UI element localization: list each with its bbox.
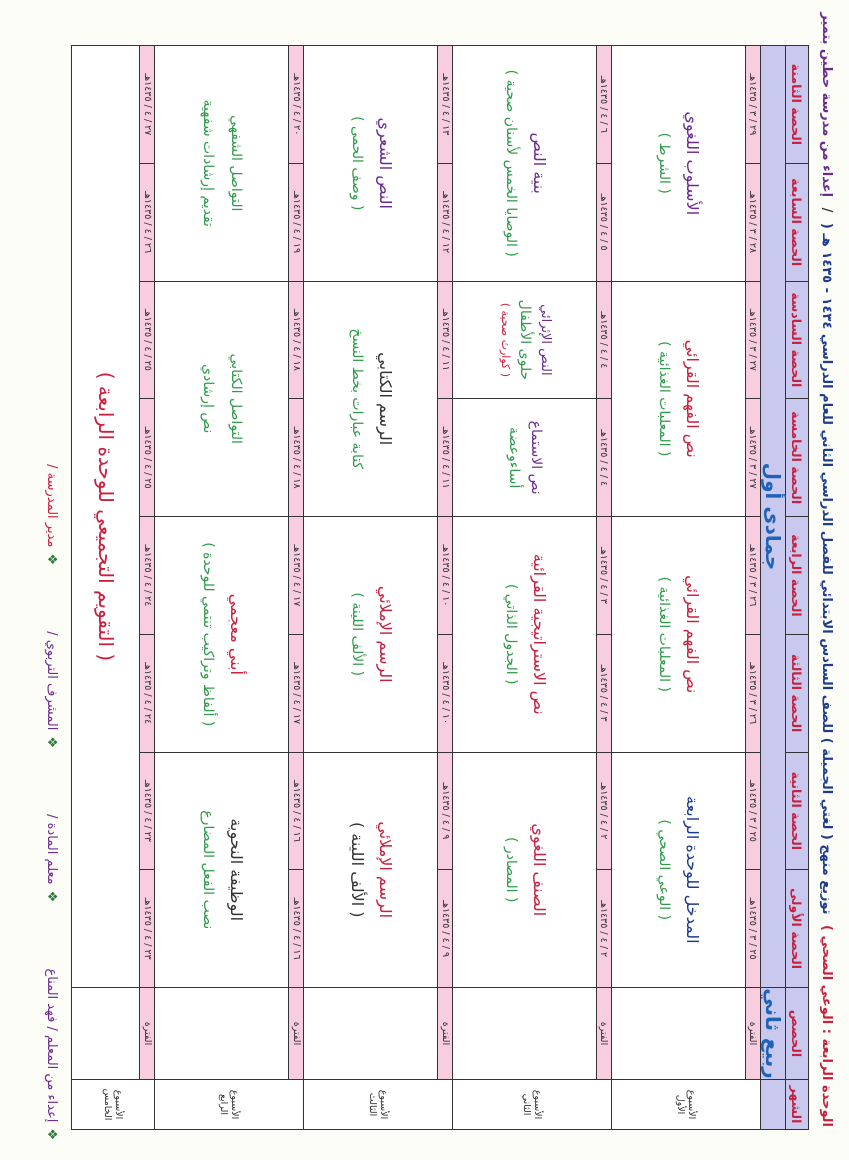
date-cell: ١٦ / ٤ / ١٤٣٥هـ: [289, 752, 304, 870]
header-month: الشهر: [786, 1080, 809, 1130]
date-cell: ٢٠ / ٤ / ١٤٣٥هـ: [289, 46, 304, 164]
date-cell: ٦ / ٤ / ١٤٣٥هـ: [596, 46, 611, 164]
date-cell: ١٠ / ٤ / ١٤٣٥هـ: [438, 634, 453, 752]
signatures-footer: [35, 60, 59, 1140]
date-cell: ١٨ / ٤ / ١٤٣٥هـ: [289, 399, 304, 517]
month-row: [761, 46, 786, 1130]
title-school: إعداء من مدرسة حطين بتمير: [819, 12, 834, 198]
date-cell: ٢٣ / ٤ / ١٤٣٥هـ: [140, 752, 155, 870]
header-session-7: الحصة السابعة: [786, 163, 809, 281]
footer-star: ❖: [44, 1128, 59, 1140]
lesson-subtitle: حلوى الأطفال: [516, 299, 533, 381]
footer-prepared-text: إعداء من المعلم / فهد المناع: [44, 968, 59, 1123]
content-row-week-5: [72, 46, 140, 1130]
schedule-table: [71, 45, 809, 1130]
lesson-title: التواصل الكتابي: [227, 353, 244, 444]
date-row-week-5: [140, 46, 155, 1130]
lesson-cell: [453, 399, 597, 517]
lesson-title: الأسلوب اللغوي: [683, 111, 703, 216]
week-2-name: الأسبوع الثاني: [521, 1089, 544, 1120]
lesson-title: الصنف اللغوي: [529, 823, 549, 917]
date-cell: ٢٤ / ٤ / ١٤٣٥هـ: [140, 517, 155, 635]
lesson-subtitle: تقديم إرشادات شفهية: [199, 99, 216, 227]
lesson-title: الرسم الإملائي: [375, 585, 395, 683]
footer-star: ❖: [44, 553, 59, 566]
lesson-cell: [453, 752, 597, 988]
lesson-subtitle: ( الوعي الصحي ): [656, 819, 673, 921]
lesson-cell: [155, 281, 289, 517]
date-cell: ٢٥ / ٣ / ١٤٣٥هـ: [746, 752, 761, 870]
date-cell: ٢٦ / ٤ / ١٤٣٥هـ: [140, 163, 155, 281]
date-row-week-4: [289, 46, 304, 1130]
lesson-subtitle: أساءوعضة: [505, 427, 522, 489]
lesson-cell: [611, 752, 745, 988]
lesson-title: نص الفهم القرائي: [683, 339, 703, 458]
date-cell: ٢ / ٤ / ١٤٣٥هـ: [596, 752, 611, 870]
week-4-name: الأسبوع الرابع: [218, 1089, 241, 1120]
periods-spacer: [453, 988, 597, 1080]
date-cell: ٣ / ٤ / ١٤٣٥هـ: [596, 634, 611, 752]
week-1-name: الأسبوع الأول: [674, 1089, 697, 1120]
date-cell: ١٣ / ٤ / ١٤٣٥هـ: [438, 46, 453, 164]
lesson-cell: [304, 281, 438, 517]
date-cell: ٢٧ / ٣ / ١٤٣٥هـ: [746, 399, 761, 517]
title-main: توزيع منهج ( لغتي الجميلة ) للصف السادس الابتدائي للفصل الدراسي الثاني للعام الدراسي ١٤٣٤ - ١٤٣٥ هـ (: [819, 222, 834, 915]
lesson-cell: [304, 46, 438, 282]
evaluation-cell: [72, 46, 140, 988]
lesson-subtitle: نص إرشادي: [199, 364, 216, 434]
footer-teacher: [44, 814, 59, 902]
lesson-cell: [611, 517, 745, 753]
date-cell: ٩ / ٤ / ١٤٣٥هـ: [438, 752, 453, 870]
lesson-title: بنية النص: [529, 132, 549, 195]
date-cell: ١٩ / ٤ / ١٤٣٥هـ: [289, 163, 304, 281]
date-label: الفترة: [438, 988, 453, 1080]
lesson-note: ( كوارث صحية ): [498, 302, 512, 378]
lesson-cell: [453, 517, 597, 753]
date-cell: ٢٣ / ٤ / ١٤٣٥هـ: [140, 870, 155, 988]
lesson-cell: [304, 752, 438, 988]
date-row-week-2: [596, 46, 611, 1130]
lesson-subtitle: نصب الفعل المضارع: [199, 810, 216, 930]
date-cell: ٢ / ٤ / ١٤٣٥هـ: [596, 870, 611, 988]
lesson-subtitle: ( الشرط ): [656, 132, 673, 194]
date-label: الفترة: [746, 988, 761, 1080]
header-row: [786, 46, 809, 1130]
lesson-subtitle: ( المعلبات الغذائية ): [656, 341, 673, 457]
lesson-subtitle: ( ألفاظ وتراكيب تنتمي للوحدة ): [199, 542, 216, 727]
footer-teacher-text: معلم المادة /: [44, 814, 59, 885]
lesson-title: نص الفهم القرائي: [683, 575, 703, 694]
week-4-label: [155, 1080, 304, 1130]
periods-spacer: [72, 988, 140, 1080]
date-cell: ١٧ / ٤ / ١٤٣٥هـ: [289, 634, 304, 752]
lesson-subtitle: ( وصف الحمى ): [348, 116, 365, 211]
evaluation-text: ( التقويم التجميعي للوحدة الرابعة ): [93, 371, 118, 662]
date-cell: ٢٦ / ٣ / ١٤٣٥هـ: [746, 634, 761, 752]
lesson-subtitle: ( الجدول الذاتي ): [502, 583, 519, 685]
document-title: [812, 12, 834, 1130]
lesson-cell: [611, 281, 745, 517]
header-session-3: الحصة الثالثة: [786, 634, 809, 752]
footer-principal: [44, 464, 59, 565]
content-row-week-4: [155, 46, 289, 1130]
week-5-label: [72, 1080, 155, 1130]
lesson-cell: [453, 46, 597, 282]
date-cell: ٢٥ / ٣ / ١٤٣٥هـ: [746, 870, 761, 988]
lesson-title: نص الاستماع: [527, 420, 544, 495]
footer-star: ❖: [44, 736, 59, 749]
footer-principal-text: مدير المدرسة /: [44, 464, 59, 548]
lesson-title: المدخل للوحدة الرابعة: [683, 795, 703, 944]
week-3-label: [304, 1080, 453, 1130]
lesson-subtitle: كتابة عبارات بخط النسخ: [348, 328, 365, 470]
month-label-2: جمادى أول: [761, 46, 786, 988]
date-row-week-3: [438, 46, 453, 1130]
lesson-subtitle: ( الألف اللينة ): [348, 592, 365, 677]
date-cell: ٢٧ / ٣ / ١٤٣٥هـ: [746, 281, 761, 399]
lesson-subtitle: ( الوصايا الخمس لأسنان صحية ): [502, 69, 519, 257]
date-cell: ٢٥ / ٤ / ١٤٣٥هـ: [140, 281, 155, 399]
date-cell: ٢٧ / ٤ / ١٤٣٥هـ: [140, 46, 155, 164]
date-cell: ٤ / ٤ / ١٤٣٥هـ: [596, 399, 611, 517]
title-unit: الوحدة الرابعة : الوعي الصحي ): [819, 925, 834, 1127]
footer-supervisor-text: المشرف التربوي /: [44, 631, 59, 731]
week-2-label: [453, 1080, 612, 1130]
date-cell: ٩ / ٤ / ١٤٣٥هـ: [438, 870, 453, 988]
date-cell: ١٠ / ٤ / ١٤٣٥هـ: [438, 517, 453, 635]
title-separator: /: [819, 207, 834, 213]
lesson-title: الرسم الكتابي: [375, 352, 395, 446]
content-row-week-3: [304, 46, 438, 1130]
month-spacer: [761, 1080, 786, 1130]
week-3-name: الأسبوع الثالث: [367, 1089, 390, 1120]
date-cell: ٣ / ٤ / ١٤٣٥هـ: [596, 517, 611, 635]
lesson-subtitle: ( الألف اللينة ): [347, 821, 367, 918]
date-cell: ١١ / ٤ / ١٤٣٥هـ: [438, 399, 453, 517]
header-session-6: الحصة السادسة: [786, 281, 809, 399]
header-session-2: الحصة الثانية: [786, 752, 809, 870]
lesson-cell: [155, 752, 289, 988]
lesson-subtitle: ( المصادر ): [502, 837, 519, 903]
header-session-1: الحصة الأولى: [786, 870, 809, 988]
date-cell: ١٨ / ٤ / ١٤٣٥هـ: [289, 281, 304, 399]
lesson-cell: [155, 517, 289, 753]
periods-spacer: [304, 988, 438, 1080]
date-cell: ٤ / ٤ / ١٤٣٥هـ: [596, 281, 611, 399]
lesson-cell: [611, 46, 745, 282]
lesson-title: الوظيفة النحوية: [226, 818, 246, 922]
lesson-subtitle: ( المعلبات الغذائية ): [656, 576, 673, 692]
date-cell: ١٢ / ٤ / ١٤٣٥هـ: [438, 163, 453, 281]
date-cell: ٥ / ٤ / ١٤٣٥هـ: [596, 163, 611, 281]
lesson-cell: [453, 281, 597, 399]
header-session-8: الحصة الثامنة: [786, 46, 809, 164]
week-1-label: [611, 1080, 760, 1130]
periods-spacer: [611, 988, 745, 1080]
date-cell: ١١ / ٤ / ١٤٣٥هـ: [438, 281, 453, 399]
header-session-4: الحصة الرابعة: [786, 517, 809, 635]
date-label: الفترة: [596, 988, 611, 1080]
content-row-week-1: [611, 46, 745, 1130]
date-row-week-1: [746, 46, 761, 1130]
header-periods: الحصص: [786, 988, 809, 1080]
date-cell: ٢٥ / ٤ / ١٤٣٥هـ: [140, 399, 155, 517]
periods-spacer: [155, 988, 289, 1080]
lesson-title: أبني معجمي: [226, 593, 246, 675]
date-label: الفترة: [289, 988, 304, 1080]
lesson-cell: [155, 46, 289, 282]
lesson-title: النص الإثرائي: [537, 304, 553, 376]
date-cell: ٢٤ / ٤ / ١٤٣٥هـ: [140, 634, 155, 752]
date-cell: ٢٩ / ٣ / ١٤٣٥هـ: [746, 46, 761, 164]
lesson-title: النص الشعري: [375, 117, 395, 209]
footer-star: ❖: [44, 890, 59, 903]
footer-prepared: [44, 968, 59, 1140]
content-row-week-2: [453, 46, 597, 1130]
footer-supervisor: [44, 631, 59, 748]
date-cell: ١٧ / ٤ / ١٤٣٥هـ: [289, 517, 304, 635]
lesson-title: الرسم الإملائي: [375, 821, 395, 919]
week-5-name: الأسبوع الخامس: [102, 1088, 125, 1121]
lesson-title: التواصل الشفهي: [227, 115, 244, 212]
date-cell: ٢٦ / ٣ / ١٤٣٥هـ: [746, 517, 761, 635]
date-cell: ٢٨ / ٣ / ١٤٣٥هـ: [746, 163, 761, 281]
lesson-cell: [304, 517, 438, 753]
date-cell: ١٦ / ٤ / ١٤٣٥هـ: [289, 870, 304, 988]
month-label-1: ربيع ثاني: [761, 988, 785, 1079]
date-label: الفترة: [140, 988, 155, 1080]
header-session-5: الحصة الخامسة: [786, 399, 809, 517]
lesson-title: نص الاستراتيجية القرائية: [529, 553, 549, 715]
